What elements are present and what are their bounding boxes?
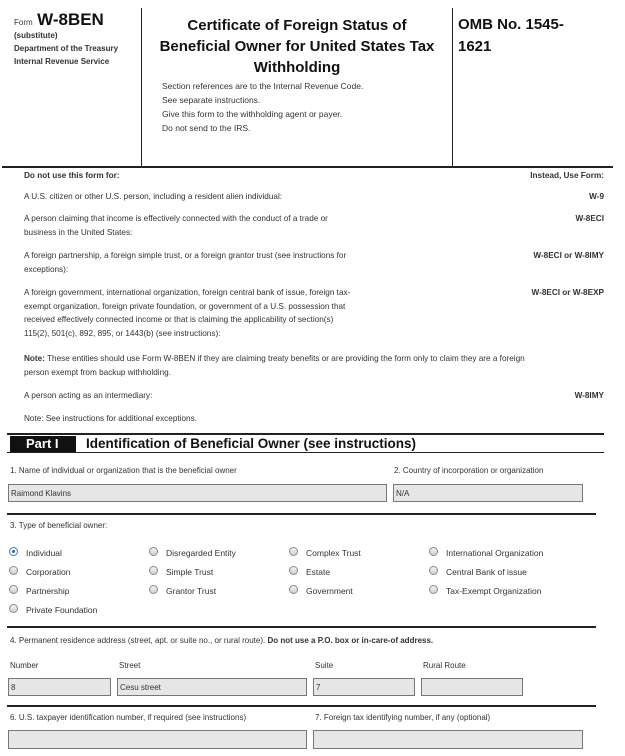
- radio-label: Tax-Exempt Organization: [446, 586, 542, 596]
- do-not-use-heading: Do not use this form for:: [24, 171, 120, 180]
- exceptions-note: Note: See instructions for additional exceptions.: [24, 414, 197, 423]
- radio-disregarded-entity[interactable]: [149, 547, 158, 556]
- radio-label: Grantor Trust: [166, 586, 217, 596]
- radio-label: Central Bank of issue: [446, 567, 527, 577]
- rural-route-input[interactable]: [421, 678, 523, 696]
- exclusion-form: W-8ECI or W-8EXP: [531, 288, 604, 297]
- title-line-1: Certificate of Foreign Status of: [187, 17, 407, 34]
- rule: [7, 705, 596, 707]
- radio-corporation[interactable]: [9, 566, 18, 575]
- exclusion-text: business in the United States:: [24, 227, 133, 237]
- exclusion-text: A U.S. citizen or other U.S. person, including a resident alien individual:: [24, 192, 283, 201]
- rule: [7, 513, 596, 515]
- header-note: Give this form to the withholding agent or payer.: [162, 109, 343, 119]
- owner-type-label: 3. Type of beneficial owner:: [10, 521, 108, 530]
- radio-estate[interactable]: [289, 566, 298, 575]
- note-text: These entities should use Form W-8BEN if they are claiming treaty benefits or are providing the form only to claim they are a foreign: [44, 354, 525, 363]
- part1-bottom-rule: [7, 452, 604, 453]
- radio-private-foundation[interactable]: [9, 604, 18, 613]
- suite-label: Suite: [315, 661, 334, 670]
- radio-label: International Organization: [446, 548, 544, 558]
- address-label: [10, 636, 433, 645]
- part1-label: [10, 436, 76, 452]
- street-input[interactable]: Cesu street: [117, 678, 307, 696]
- header-rule: [2, 166, 613, 168]
- title-line-2: Beneficial Owner for United States Tax: [159, 38, 435, 55]
- part1-title: Identification of Beneficial Owner (see instructions): [86, 436, 417, 451]
- radio-label: Disregarded Entity: [166, 548, 236, 558]
- radio-label: Private Foundation: [26, 605, 98, 615]
- header-note: Section references are to the Internal Revenue Code.: [162, 81, 364, 91]
- omb-line-1: OMB No. 1545-: [458, 16, 564, 33]
- radio-tax-exempt-organization[interactable]: [429, 585, 438, 594]
- radio-label: Complex Trust: [306, 548, 361, 558]
- radio-individual[interactable]: [9, 547, 18, 556]
- exclusion-text: 115(2), 501(c), 892, 895, or 1443(b) (see instructions):: [24, 328, 221, 338]
- form-id-block: [14, 10, 139, 66]
- address-label-text: 4. Permanent residence address (street, apt. or suite no., or rural route).: [10, 636, 268, 645]
- form-substitute: (substitute): [14, 31, 58, 40]
- form-irs: Internal Revenue Service: [14, 57, 110, 66]
- form-prefix: Form: [14, 18, 33, 27]
- entities-note-line-1: [24, 352, 614, 366]
- omb-number: [458, 14, 564, 58]
- omb-line-2: 1621: [458, 38, 492, 55]
- note-label: Note:: [24, 354, 45, 363]
- radio-central-bank[interactable]: [429, 566, 438, 575]
- exclusion-row: [24, 249, 454, 276]
- us-tin-input[interactable]: [8, 730, 307, 749]
- name-label: 1. Name of individual or organization that is the beneficial owner: [10, 466, 237, 475]
- radio-label: Partnership: [26, 586, 70, 596]
- number-label: Number: [10, 661, 39, 670]
- exclusion-text: A foreign government, international organization, foreign central bank of issue, foreign tax-: [24, 288, 351, 297]
- radio-grantor-trust[interactable]: [149, 585, 158, 594]
- radio-government[interactable]: [289, 585, 298, 594]
- form-title: [142, 15, 452, 78]
- radio-international-organization[interactable]: [429, 547, 438, 556]
- foreign-tin-input[interactable]: [313, 730, 583, 749]
- name-input[interactable]: Raimond Klavins: [8, 484, 387, 502]
- radio-simple-trust[interactable]: [149, 566, 158, 575]
- intermediary-form: W-8IMY: [574, 391, 604, 400]
- entities-note: [24, 352, 614, 379]
- exclusion-form: W-8ECI: [575, 214, 604, 223]
- rural-route-label: Rural Route: [423, 661, 466, 670]
- exclusion-text: A foreign partnership, a foreign simple trust, or a foreign grantor trust (see instructions for: [24, 251, 347, 260]
- exclusion-form: W-8ECI or W-8IMY: [533, 251, 604, 260]
- exclusion-text: exceptions):: [24, 264, 69, 274]
- intermediary-row: A person acting as an intermediary:: [24, 391, 153, 400]
- radio-label: Corporation: [26, 567, 71, 577]
- radio-complex-trust[interactable]: [289, 547, 298, 556]
- title-line-3: Withholding: [253, 59, 341, 76]
- exclusion-row: [24, 286, 454, 340]
- header-note: See separate instructions.: [162, 95, 261, 105]
- entities-note-line-2: person exempt from backup withholding.: [24, 367, 171, 377]
- suite-input[interactable]: 7: [313, 678, 415, 696]
- radio-partnership[interactable]: [9, 585, 18, 594]
- radio-label: Estate: [306, 567, 331, 577]
- form-dept: Department of the Treasury: [14, 44, 119, 53]
- radio-label: Simple Trust: [166, 567, 214, 577]
- radio-label: Individual: [26, 548, 62, 558]
- street-label: Street: [119, 661, 141, 670]
- form-name: W-8BEN: [37, 10, 104, 29]
- header-notes: [162, 79, 447, 135]
- country-label: 2. Country of incorporation or organization: [394, 466, 544, 475]
- exclusion-text: A person claiming that income is effectively connected with the conduct of a trade or: [24, 214, 328, 223]
- foreign-tin-label: 7. Foreign tax identifying number, if any (optional): [315, 713, 491, 722]
- country-input[interactable]: N/A: [393, 484, 583, 502]
- address-label-warning: Do not use a P.O. box or in-care-of address.: [267, 636, 434, 645]
- exclusion-text: exempt organization, foreign private foundation, or government of a U.S. possession that: [24, 301, 346, 311]
- header-divider-right: [452, 8, 453, 166]
- number-input[interactable]: 8: [8, 678, 111, 696]
- part1-label-text: Part I: [26, 436, 59, 451]
- form-header: [0, 0, 625, 168]
- exclusion-text: received effectively connected income or that is claiming the applicability of section(s): [24, 315, 334, 324]
- rule: [7, 626, 596, 628]
- header-note: Do not send to the IRS.: [162, 123, 251, 133]
- exclusion-row: [24, 190, 454, 204]
- instead-heading: Instead, Use Form:: [530, 171, 604, 180]
- exclusion-row: [24, 212, 454, 239]
- us-tin-label: 6. U.S. taxpayer identification number, if required (see instructions): [10, 713, 247, 722]
- exclusion-form: W-9: [589, 192, 604, 201]
- radio-label: Government: [306, 586, 353, 596]
